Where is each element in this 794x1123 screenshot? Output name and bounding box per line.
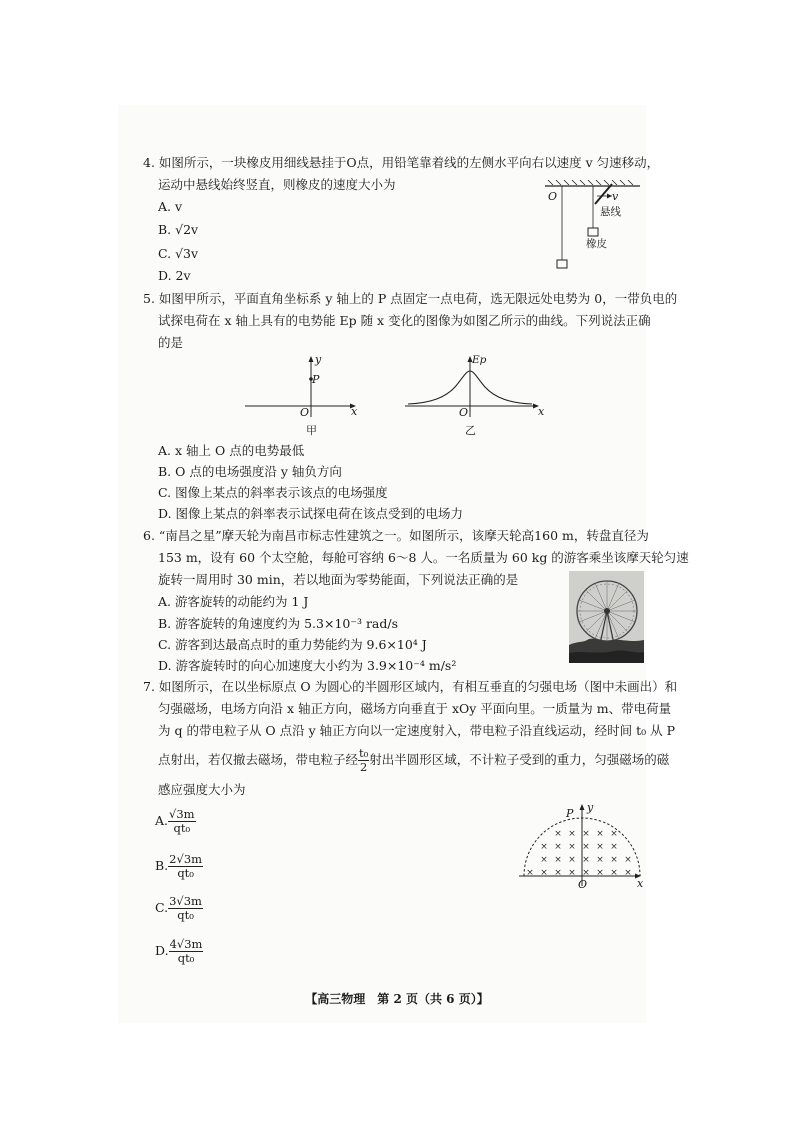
q5-option-a: A. x 轴上 O 点的电势最低 bbox=[158, 443, 305, 458]
q5-stem-line3: 的是 bbox=[158, 335, 184, 350]
option-letter: A. bbox=[155, 813, 169, 828]
q5-fig-a-o: O bbox=[300, 406, 310, 419]
q5-fig-a-caption: 甲 bbox=[306, 424, 317, 437]
fraction-numerator: t₀ bbox=[359, 746, 369, 760]
field-cross-mark: × bbox=[582, 855, 590, 865]
q4-option-d: D. 2v bbox=[158, 268, 191, 283]
field-cross-mark: × bbox=[610, 868, 618, 878]
fraction-numerator: √3m bbox=[169, 807, 195, 821]
q7-stem-line5: 感应强度大小为 bbox=[158, 782, 246, 797]
field-cross-mark: × bbox=[540, 842, 548, 852]
q6-option-c: C. 游客到达最高点时的重力势能约为 9.6×10⁴ J bbox=[158, 637, 427, 652]
field-cross-mark: × bbox=[596, 842, 604, 852]
q4-eraser-label: 橡皮 bbox=[586, 238, 607, 250]
q6-stem-line1: 6. “南昌之星”摩天轮为南昌市标志性建筑之一。如图所示，该摩天轮高160 m，转盘直径为 bbox=[143, 528, 649, 543]
option-fraction bbox=[168, 895, 203, 922]
q7-stem-line4-start: 点射出，若仅撤去磁场，带电粒子经 bbox=[158, 752, 359, 767]
field-cross-mark: × bbox=[540, 855, 548, 865]
page-footer: 【高三物理 第 2 页（共 6 页）】 bbox=[305, 992, 489, 1006]
field-cross-mark: × bbox=[596, 855, 604, 865]
fraction-denominator: qt₀ bbox=[177, 866, 194, 880]
fraction-denominator: 2 bbox=[359, 760, 368, 774]
q6-option-b: B. 游客旋转的角速度约为 5.3×10⁻³ rad/s bbox=[158, 616, 399, 631]
q7-origin-o: O bbox=[578, 878, 588, 891]
field-cross-mark: × bbox=[540, 868, 548, 878]
q5-fig-b-o: O bbox=[459, 406, 469, 419]
q7-option-a bbox=[155, 806, 196, 836]
q7-option-d bbox=[155, 936, 203, 966]
option-letter: C. bbox=[155, 900, 169, 915]
field-cross-mark: × bbox=[610, 842, 618, 852]
q7-axis-x: x bbox=[637, 877, 644, 890]
field-cross-mark: × bbox=[624, 855, 632, 865]
field-cross-mark: × bbox=[610, 829, 618, 839]
field-cross-mark: × bbox=[596, 829, 604, 839]
q4-point-o: O bbox=[548, 190, 558, 203]
q6-stem-line2: 153 m，设有 60 个太空舱，每舱可容纳 6～8 人。一名质量为 60 kg 的游客乘坐该摩天轮匀速 bbox=[158, 550, 689, 565]
q7-option-b bbox=[155, 851, 203, 881]
q5-fig-a-x: x bbox=[351, 405, 358, 418]
q7-point-p: P bbox=[566, 807, 574, 820]
q7-half-time-fraction bbox=[358, 747, 369, 774]
fraction-denominator: qt₀ bbox=[177, 951, 195, 965]
field-cross-mark: × bbox=[526, 868, 534, 878]
q5-fig-b-caption: 乙 bbox=[465, 424, 476, 437]
field-cross-mark: × bbox=[624, 868, 632, 878]
fraction-denominator: qt₀ bbox=[173, 821, 191, 835]
q4-thread-label: 悬线 bbox=[600, 206, 621, 218]
q5-fig-b-x: x bbox=[538, 405, 545, 418]
q4-velocity-label: v bbox=[612, 190, 619, 203]
option-letter: B. bbox=[155, 858, 169, 873]
q7-stem-line1: 7. 如图所示，在以坐标原点 O 为圆心的半圆形区域内，有相互垂直的匀强电场（图中未画出）和 bbox=[143, 679, 678, 694]
q6-option-d: D. 游客旋转时的向心加速度大小约为 3.9×10⁻⁴ m/s² bbox=[158, 658, 457, 673]
fraction-denominator: qt₀ bbox=[177, 908, 194, 922]
q5-fig-a-y: y bbox=[315, 353, 322, 366]
q5-option-c: C. 图像上某点的斜率表示该点的电场强度 bbox=[158, 485, 388, 500]
field-cross-mark: × bbox=[554, 842, 562, 852]
option-fraction bbox=[168, 808, 196, 835]
field-cross-mark: × bbox=[568, 842, 576, 852]
q4-option-b: B. √2v bbox=[158, 222, 199, 237]
field-cross-mark: × bbox=[596, 868, 604, 878]
field-cross-mark: × bbox=[554, 855, 562, 865]
q5-fig-a-p: P bbox=[312, 373, 320, 386]
field-cross-mark: × bbox=[610, 855, 618, 865]
fraction-numerator: 2√3m bbox=[169, 852, 203, 866]
q4-stem-line2: 运动中悬线始终竖直，则橡皮的速度大小为 bbox=[158, 177, 396, 192]
field-cross-mark: × bbox=[568, 829, 576, 839]
q4-option-a: A. v bbox=[158, 199, 183, 214]
option-fraction bbox=[168, 853, 203, 880]
q5-stem-line2: 试探电荷在 x 轴上具有的电势能 Ep 随 x 变化的图像为如图乙所示的曲线。下列说法正确 bbox=[158, 313, 651, 328]
q7-axis-y: y bbox=[587, 801, 594, 814]
q4-stem-line1: 4. 如图所示，一块橡皮用细线悬挂于O点，用铅笔靠着线的左侧水平向右以速度 v 匀速移动， bbox=[143, 155, 660, 170]
q5-stem-line1: 5. 如图甲所示，平面直角坐标系 y 轴上的 P 点固定一点电荷，选无限远处电势为 0，一带负电的 bbox=[143, 291, 678, 306]
q4-option-c: C. √3v bbox=[158, 246, 199, 261]
q5-option-b: B. O 点的电场强度沿 y 轴负方向 bbox=[158, 464, 342, 479]
field-cross-mark: × bbox=[568, 868, 576, 878]
field-cross-mark: × bbox=[554, 868, 562, 878]
fraction-numerator: 4√3m bbox=[169, 937, 203, 951]
field-cross-mark: × bbox=[582, 842, 590, 852]
field-cross-mark: × bbox=[582, 829, 590, 839]
option-fraction bbox=[169, 938, 204, 965]
q5-fig-b-ep: Ep bbox=[472, 354, 487, 366]
option-letter: D. bbox=[155, 943, 169, 958]
q6-option-a: A. 游客旋转的动能约为 1 J bbox=[158, 594, 309, 609]
field-cross-mark: × bbox=[582, 868, 590, 878]
q7-option-c bbox=[155, 893, 203, 923]
q7-stem-line4-end: 射出半圆形区域，不计粒子受到的重力，匀强磁场的磁 bbox=[369, 752, 670, 767]
ferris-wheel-photo bbox=[569, 571, 644, 663]
q7-stem-line3: 为 q 的带电粒子从 O 点沿 y 轴正方向以一定速度射入，带电粒子沿直线运动，经时间 t₀ 从 P bbox=[158, 723, 676, 738]
fraction-numerator: 3√3m bbox=[169, 894, 202, 908]
q7-stem-line4 bbox=[158, 746, 669, 774]
q7-stem-line2: 匀强磁场，电场方向沿 x 轴正方向，磁场方向垂直于 xOy 平面向里。一质量为 m、带电荷量 bbox=[158, 701, 672, 716]
q6-stem-line3: 旋转一周用时 30 min，若以地面为零势能面，下列说法正确的是 bbox=[158, 572, 519, 587]
q5-option-d: D. 图像上某点的斜率表示试探电荷在该点受到的电场力 bbox=[158, 506, 464, 521]
field-cross-mark: × bbox=[568, 855, 576, 865]
field-cross-mark: × bbox=[554, 829, 562, 839]
